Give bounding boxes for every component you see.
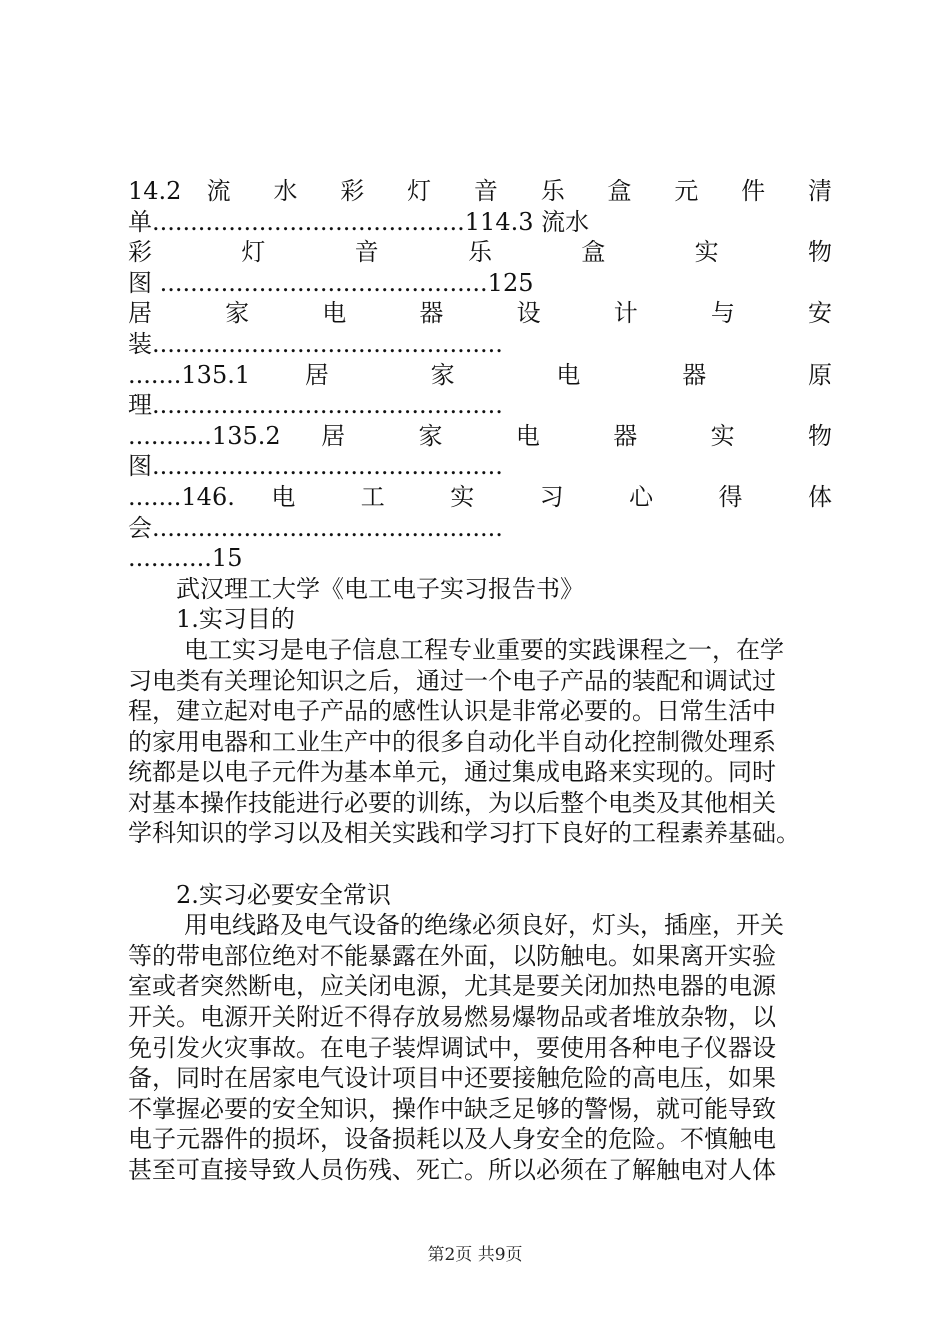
toc-line: 理..............................................	[128, 391, 503, 420]
toc-line: 图 ...........................................125	[128, 268, 534, 297]
toc-line: .......135.1 居 家 电 器 原	[128, 360, 832, 389]
paragraph-line: 甚至可直接导致人员伤残、死亡。所以必须在了解触电对人体	[128, 1156, 776, 1184]
page-footer: 第2页 共9页	[427, 1245, 523, 1265]
toc-line: 会..............................................	[128, 513, 503, 542]
paragraph-line: 等的带电部位绝对不能暴露在外面，以防触电。如果离开实验	[128, 941, 776, 970]
toc-line: 单.........................................114.3 流水	[128, 207, 590, 236]
paragraph-line: 室或者突然断电，应关闭电源，尤其是要关闭加热电器的电源	[128, 972, 776, 1001]
paragraph-line: 电子元器件的损坏，设备损耗以及人身安全的危险。不慎触电	[128, 1125, 776, 1154]
toc-line: 14.2 流 水 彩 灯 音 乐 盒 元 件 清	[128, 177, 832, 205]
section-heading: 1.实习目的	[176, 605, 295, 634]
toc-line: ...........135.2 居 家 电 器 实 物	[128, 421, 832, 450]
toc-line: 装..............................................	[128, 329, 503, 358]
paragraph-line: 学科知识的学习以及相关实践和学习打下良好的工程素养基础。	[128, 819, 800, 848]
toc-line: .......146. 电 工 实 习 心 得 体	[128, 482, 832, 511]
section-purpose	[128, 604, 832, 849]
table-of-contents	[128, 176, 832, 574]
toc-line: 彩 灯 音 乐 盒 实 物	[128, 238, 832, 267]
paragraph-line: 统都是以电子元件为基本单元，通过集成电路来实现的。同时	[128, 758, 776, 787]
toc-line: ...........15	[128, 544, 243, 573]
document-title: 武汉理工大学《电工电子实习报告书》	[176, 574, 584, 603]
paragraph-line: 免引发火灾事故。在电子装焊调试中，要使用各种电子仪器设	[128, 1033, 776, 1062]
paragraph-line: 对基本操作技能进行必要的训练，为以后整个电类及其他相关	[128, 788, 776, 817]
paragraph-line: 开关。电源开关附近不得存放易燃易爆物品或者堆放杂物，以	[128, 1003, 776, 1032]
section-heading: 2.实习必要安全常识	[176, 880, 391, 909]
paragraph-line: 不掌握必要的安全知识，操作中缺乏足够的警惕，就可能导致	[128, 1094, 776, 1123]
paragraph-line: 程，建立起对电子产品的感性认识是非常必要的。日常生活中	[128, 697, 776, 726]
toc-line: 居 家 电 器 设 计 与 安	[128, 299, 832, 328]
page-content	[128, 176, 832, 1186]
paragraph-line: 电工实习是电子信息工程专业重要的实践课程之一，在学	[184, 635, 784, 664]
paragraph-line: 备，同时在居家电气设计项目中还要接触危险的高电压，如果	[128, 1064, 776, 1093]
toc-line: 图..............................................	[128, 452, 503, 481]
paragraph-gap	[128, 849, 832, 880]
paragraph-line: 的家用电器和工业生产中的很多自动化半自动化控制微处理系	[128, 727, 776, 756]
section-safety	[128, 880, 832, 1186]
paragraph-line: 习电类有关理论知识之后，通过一个电子产品的装配和调试过	[128, 666, 776, 695]
paragraph-line: 用电线路及电气设备的绝缘必须良好，灯头，插座，开关	[184, 911, 784, 940]
